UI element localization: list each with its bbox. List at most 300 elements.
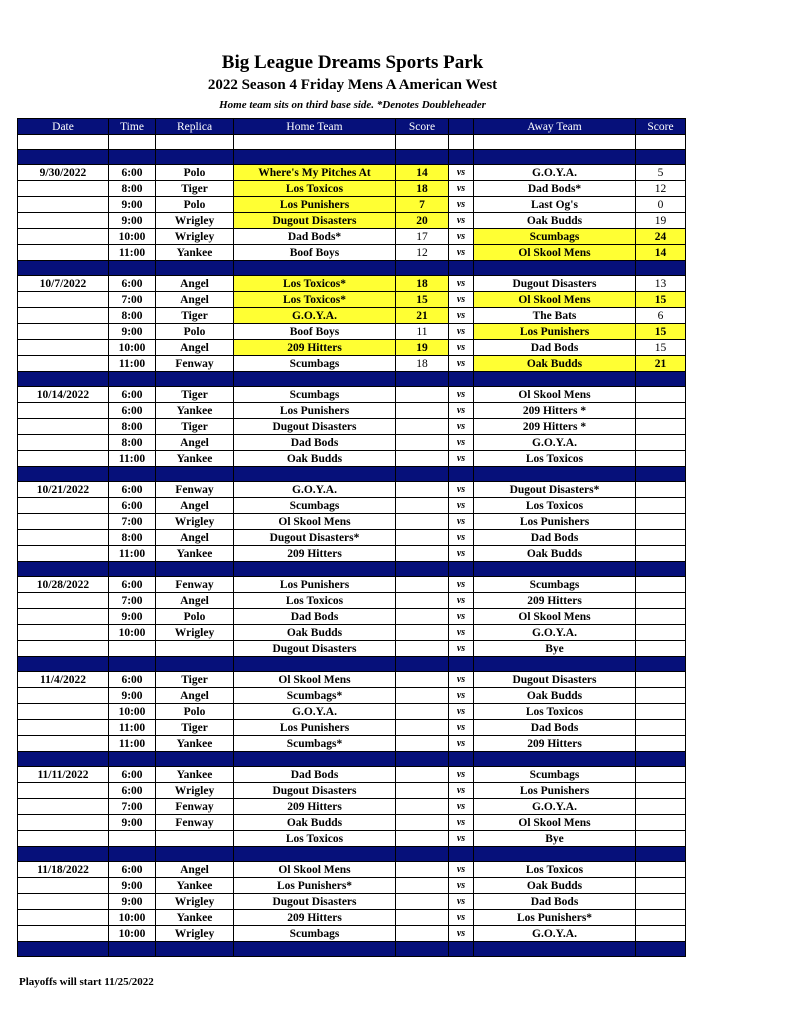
vs-label: vs [449,482,474,498]
home-team: Dugout Disasters [234,213,396,229]
game-row [18,482,686,498]
vs-label: vs [449,245,474,261]
game-replica: Fenway [156,356,234,372]
game-replica: Tiger [156,181,234,197]
game-date [18,403,109,419]
home-team: Los Punishers [234,197,396,213]
home-team: Ol Skool Mens [234,514,396,530]
divider-cell [234,150,396,165]
divider-cell [449,467,474,482]
game-row [18,435,686,451]
away-score: 21 [636,356,686,372]
home-score [396,625,449,641]
divider-cell [636,467,686,482]
game-row [18,340,686,356]
away-score [636,799,686,815]
divider-cell [109,942,156,957]
away-score [636,815,686,831]
game-row [18,878,686,894]
away-team: Scumbags [474,229,636,245]
week-divider [18,261,686,276]
game-date [18,799,109,815]
week-divider [18,657,686,672]
away-team: G.O.Y.A. [474,799,636,815]
home-team: Dugout Disasters [234,783,396,799]
away-team: Dad Bods [474,894,636,910]
divider-cell [18,657,109,672]
divider-cell [636,372,686,387]
home-team: Where's My Pitches At [234,165,396,181]
away-team: Dad Bods* [474,181,636,197]
away-score [636,767,686,783]
vs-label: vs [449,878,474,894]
vs-label: vs [449,546,474,562]
divider-cell [449,847,474,862]
away-team: Bye [474,831,636,847]
game-replica: Tiger [156,419,234,435]
game-replica [156,641,234,657]
vs-label: vs [449,894,474,910]
away-team: G.O.Y.A. [474,435,636,451]
game-row [18,799,686,815]
week-divider [18,562,686,577]
divider-cell [449,942,474,957]
home-team: Los Toxicos [234,593,396,609]
home-team: Scumbags [234,926,396,942]
home-score [396,799,449,815]
page-note: Home team sits on third base side. *Denotes Doubleheader [219,99,486,111]
home-team: G.O.Y.A. [234,308,396,324]
game-replica: Angel [156,862,234,878]
game-replica: Yankee [156,736,234,752]
game-row [18,862,686,878]
away-score: 0 [636,197,686,213]
away-score [636,577,686,593]
divider-cell [474,562,636,577]
vs-label: vs [449,530,474,546]
game-replica: Fenway [156,815,234,831]
away-team: Oak Budds [474,213,636,229]
divider-cell [396,847,449,862]
home-team: Scumbags* [234,736,396,752]
away-team: G.O.Y.A. [474,926,636,942]
game-row [18,308,686,324]
home-score: 12 [396,245,449,261]
home-score [396,688,449,704]
column-header: Score [396,119,449,135]
game-time: 6:00 [109,783,156,799]
game-row [18,767,686,783]
away-score: 19 [636,213,686,229]
game-time: 6:00 [109,387,156,403]
divider-cell [396,657,449,672]
divider-cell [636,562,686,577]
game-row [18,593,686,609]
divider-cell [396,467,449,482]
game-row [18,530,686,546]
home-team: Dad Bods* [234,229,396,245]
away-score [636,720,686,736]
home-team: Ol Skool Mens [234,672,396,688]
empty-cell [396,135,449,150]
vs-label: vs [449,577,474,593]
vs-label: vs [449,672,474,688]
divider-cell [474,372,636,387]
game-row [18,213,686,229]
game-date [18,356,109,372]
home-score [396,641,449,657]
away-score [636,672,686,688]
divider-cell [636,657,686,672]
divider-cell [234,657,396,672]
empty-cell [474,135,636,150]
game-replica: Polo [156,609,234,625]
page-title: Big League Dreams Sports Park [221,52,484,73]
divider-cell [156,562,234,577]
divider-cell [636,847,686,862]
game-row [18,704,686,720]
divider-cell [156,847,234,862]
game-replica: Angel [156,530,234,546]
game-replica: Angel [156,276,234,292]
away-team: G.O.Y.A. [474,625,636,641]
game-replica: Tiger [156,720,234,736]
week-divider [18,942,686,957]
vs-label: vs [449,831,474,847]
home-score [396,593,449,609]
game-replica: Polo [156,704,234,720]
divider-cell [449,562,474,577]
game-date [18,736,109,752]
away-score [636,704,686,720]
away-team: Dugout Disasters [474,276,636,292]
game-date [18,704,109,720]
home-team: Dad Bods [234,435,396,451]
away-team: Ol Skool Mens [474,292,636,308]
game-row [18,894,686,910]
game-row [18,197,686,213]
game-time: 11:00 [109,451,156,467]
away-score [636,894,686,910]
vs-label: vs [449,609,474,625]
game-time: 9:00 [109,815,156,831]
away-score [636,878,686,894]
game-row [18,815,686,831]
home-score: 15 [396,292,449,308]
game-date [18,292,109,308]
divider-cell [449,150,474,165]
vs-label: vs [449,641,474,657]
away-score [636,641,686,657]
away-score [636,419,686,435]
away-score [636,482,686,498]
away-score [636,910,686,926]
away-team: Last Og's [474,197,636,213]
divider-cell [18,942,109,957]
game-row [18,276,686,292]
vs-label: vs [449,910,474,926]
vs-label: vs [449,324,474,340]
game-time: 6:00 [109,403,156,419]
divider-cell [156,372,234,387]
game-date [18,451,109,467]
away-team: Ol Skool Mens [474,387,636,403]
game-row [18,245,686,261]
game-time: 7:00 [109,514,156,530]
game-replica: Wrigley [156,514,234,530]
vs-label: vs [449,292,474,308]
home-score [396,514,449,530]
away-score: 14 [636,245,686,261]
game-time: 8:00 [109,181,156,197]
home-team: Los Punishers [234,720,396,736]
game-replica: Angel [156,292,234,308]
game-date [18,894,109,910]
away-score [636,530,686,546]
game-time: 9:00 [109,213,156,229]
home-score [396,704,449,720]
home-team: Dugout Disasters [234,419,396,435]
game-date [18,831,109,847]
away-team: Dad Bods [474,530,636,546]
away-team: Los Toxicos [474,862,636,878]
away-team: G.O.Y.A. [474,165,636,181]
away-team: Los Punishers [474,514,636,530]
game-row [18,546,686,562]
divider-cell [474,657,636,672]
game-time: 11:00 [109,546,156,562]
game-date: 10/21/2022 [18,482,109,498]
vs-label: vs [449,451,474,467]
empty-cell [156,135,234,150]
vs-label: vs [449,181,474,197]
away-score [636,736,686,752]
vs-label: vs [449,720,474,736]
divider-cell [109,150,156,165]
away-score [636,688,686,704]
away-team: Los Toxicos [474,498,636,514]
game-date: 10/7/2022 [18,276,109,292]
game-replica: Yankee [156,403,234,419]
home-team: 209 Hitters [234,910,396,926]
game-time: 11:00 [109,720,156,736]
home-team: Oak Budds [234,451,396,467]
vs-label: vs [449,229,474,245]
column-header: Time [109,119,156,135]
home-score [396,910,449,926]
away-score [636,783,686,799]
divider-cell [156,467,234,482]
game-time: 10:00 [109,340,156,356]
game-time: 6:00 [109,767,156,783]
game-replica: Angel [156,593,234,609]
vs-label: vs [449,514,474,530]
vs-label: vs [449,767,474,783]
vs-label: vs [449,213,474,229]
game-time: 10:00 [109,229,156,245]
away-team: Ol Skool Mens [474,245,636,261]
game-row [18,625,686,641]
away-team: Scumbags [474,767,636,783]
divider-cell [474,942,636,957]
home-score: 20 [396,213,449,229]
divider-cell [18,847,109,862]
game-row [18,451,686,467]
home-team: Los Toxicos* [234,276,396,292]
vs-label: vs [449,356,474,372]
game-time: 9:00 [109,324,156,340]
home-team: Scumbags [234,356,396,372]
game-replica: Yankee [156,910,234,926]
week-divider [18,847,686,862]
game-row [18,672,686,688]
home-score: 18 [396,356,449,372]
home-score [396,435,449,451]
home-score [396,815,449,831]
game-date [18,340,109,356]
game-date [18,245,109,261]
vs-label: vs [449,783,474,799]
vs-label: vs [449,736,474,752]
game-replica: Fenway [156,482,234,498]
divider-cell [449,261,474,276]
away-team: 209 Hitters * [474,419,636,435]
game-time: 11:00 [109,736,156,752]
away-team: Los Punishers [474,783,636,799]
home-score: 18 [396,181,449,197]
away-team: Ol Skool Mens [474,815,636,831]
game-date [18,324,109,340]
home-team: Scumbags* [234,688,396,704]
game-date: 10/28/2022 [18,577,109,593]
divider-cell [18,752,109,767]
spacer-row [18,135,686,150]
home-score [396,736,449,752]
divider-cell [156,752,234,767]
game-replica: Angel [156,498,234,514]
game-date [18,720,109,736]
away-score: 5 [636,165,686,181]
week-divider [18,372,686,387]
away-team: Oak Budds [474,546,636,562]
game-row [18,783,686,799]
game-replica: Yankee [156,451,234,467]
game-time: 10:00 [109,704,156,720]
game-time: 11:00 [109,356,156,372]
divider-cell [18,562,109,577]
game-replica: Polo [156,324,234,340]
divider-cell [109,847,156,862]
table-header-row [18,119,686,135]
game-replica: Wrigley [156,926,234,942]
game-date [18,878,109,894]
away-team: Scumbags [474,577,636,593]
game-time: 8:00 [109,419,156,435]
vs-label: vs [449,799,474,815]
divider-cell [636,150,686,165]
game-date [18,435,109,451]
away-score [636,609,686,625]
game-date [18,593,109,609]
vs-label: vs [449,419,474,435]
game-replica: Tiger [156,308,234,324]
vs-label: vs [449,625,474,641]
home-score: 19 [396,340,449,356]
game-time: 10:00 [109,926,156,942]
vs-label: vs [449,862,474,878]
away-team: 209 Hitters * [474,403,636,419]
schedule-body [18,135,686,957]
game-time: 9:00 [109,197,156,213]
divider-cell [18,150,109,165]
game-date: 10/14/2022 [18,387,109,403]
vs-label: vs [449,435,474,451]
away-team: Oak Budds [474,878,636,894]
divider-cell [109,261,156,276]
home-score [396,672,449,688]
game-date [18,308,109,324]
away-score [636,862,686,878]
home-team: Boof Boys [234,324,396,340]
divider-cell [109,752,156,767]
game-time: 6:00 [109,482,156,498]
divider-cell [474,847,636,862]
game-time: 10:00 [109,625,156,641]
game-row [18,356,686,372]
game-date [18,197,109,213]
vs-label: vs [449,704,474,720]
game-time: 6:00 [109,276,156,292]
schedule-table [17,118,686,957]
game-replica: Wrigley [156,229,234,245]
away-team: Oak Budds [474,688,636,704]
game-date [18,229,109,245]
game-replica: Yankee [156,767,234,783]
game-date [18,419,109,435]
game-row [18,324,686,340]
game-date [18,625,109,641]
home-score [396,419,449,435]
home-score [396,862,449,878]
divider-cell [18,261,109,276]
empty-cell [449,135,474,150]
home-team: Los Toxicos [234,831,396,847]
away-team: Los Toxicos [474,451,636,467]
divider-cell [396,372,449,387]
game-replica: Angel [156,340,234,356]
away-score [636,451,686,467]
divider-cell [234,847,396,862]
game-date [18,783,109,799]
away-team: Los Punishers [474,324,636,340]
home-score [396,387,449,403]
game-replica: Angel [156,688,234,704]
divider-cell [449,372,474,387]
game-time: 8:00 [109,308,156,324]
away-score [636,498,686,514]
home-team: Dugout Disasters [234,894,396,910]
game-replica: Wrigley [156,213,234,229]
home-score [396,451,449,467]
column-header [449,119,474,135]
game-replica: Fenway [156,799,234,815]
game-replica: Yankee [156,546,234,562]
game-date [18,926,109,942]
away-score [636,625,686,641]
home-score: 18 [396,276,449,292]
away-score: 15 [636,340,686,356]
game-time: 9:00 [109,688,156,704]
